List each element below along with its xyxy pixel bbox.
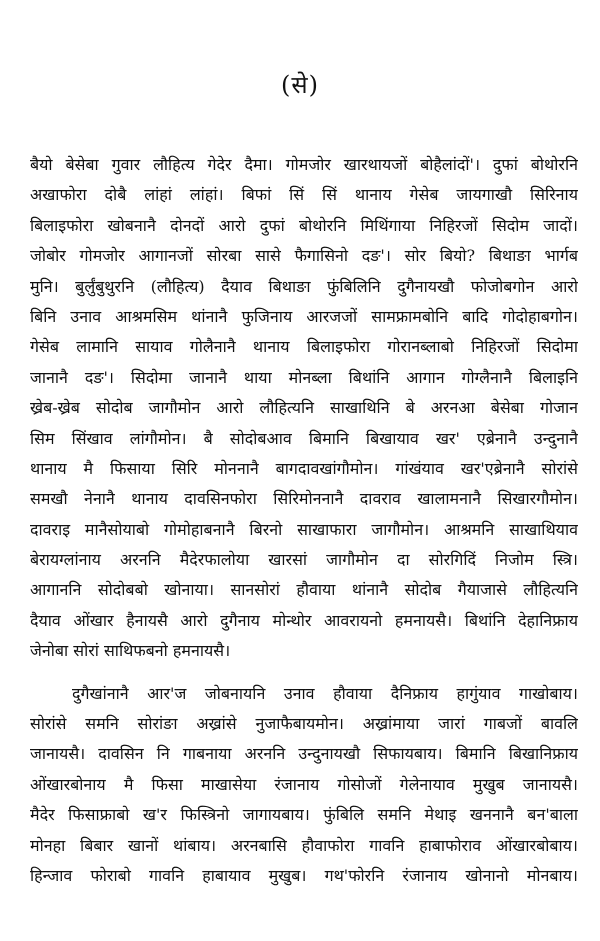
- text-line: गेसेब लामानि सायाव गोलैनानै थानाय बिलाइफोरा गोरानब्लाबो निहिरजों सिदोमा: [30, 337, 578, 357]
- text-line: मैदेर फिसाफ्राबो ख'र फिस्त्रिनो जागायबाय। फुंबिलि समनि मेथाइ खननानै बन'बाला: [30, 805, 578, 825]
- text-line: बिलाइफोरा खोबनानै दोनदों आरो दुफां बोथोरनि मिथिंगाया निहिरजों सिदोम जादों।: [30, 215, 578, 235]
- text-line: दुगैखांनानै आर'ज जोबनायनि उनाव हौवाया दैनिफ्राय हागुंयाव गाखोबाय।: [72, 683, 578, 703]
- text-line: समखौ नेनानै थानाय दावसिनफोरा सिरिमोननानै दावराव खालामनानै सिखारगौमोन।: [30, 489, 578, 509]
- body-text: [30, 150, 578, 891]
- text-line: दावराइ मानैसोयाबो गोमोहाबनानै बिरनो साखाफारा जागौमोन। आश्रमनि साखाथियाव: [30, 519, 578, 539]
- text-line: बिनि उनाव आश्रमसिम थांनानै फुजिनाय आरजजों सामफ्रामबोनि बादि गोदोहाबगोन।: [30, 306, 578, 326]
- text-line: हिन्जाव फोराबो गावनि हाबायाव मुखुब। गथ'फोरनि रंजानाय खोनानो मोनबाय।: [30, 865, 578, 885]
- text-line: सोरांसे समनि सोरांङा अख्रांसे नुजाफैबायमोन। अख्रांमाया जारां गाबजों बावलि: [30, 714, 578, 734]
- text-line: बैयो बेसेबा गुवार लौहित्य गेदेर दैमा। गोमजोर खारथायजों बोहैलांदों'। दुफां बोथोरनि: [30, 155, 578, 174]
- text-line: मोनहा बिबार खानों थांबाय। अरनबासि हौवाफोरा गावनि हाबाफोराव ओंखारबोबाय।: [30, 835, 578, 855]
- text-line: जानायसै। दावसिन नि गाबनाया अरननि उन्दुनायखौ सिफायबाय। बिमानि बिखानिफ्राय: [30, 744, 578, 764]
- text-line: जेनोबा सोरां साथिफबनो हमनायसै।: [30, 641, 231, 661]
- text-line: ओंखारबोनाय मै फिसा माखासेया रंजानाय गोसोजों गेलेनायाव मुखुब जानायसै।: [30, 774, 578, 794]
- text-line: सिम सिंखाव लांगौमोन। बै सोदोबआव बिमानि बिखायाव खर' एब्रेनानै उन्दुनानै: [30, 428, 578, 448]
- text-line: थानाय मै फिसाया सिरि मोननानै बागदावखांगौमोन। गांखंयाव खर'एब्रेनानै सोरांसे: [30, 458, 578, 478]
- text-line: दैयाव ओंखार हैनायसै आरो दुगैनाय मोन्थोर आवरायनो हमनायसै। बिथांनि देहानिफ्राय: [30, 610, 578, 630]
- text-line: मुनि। बुर्लुंबुथुरनि (लौहित्य) दैयाव बिथाङा फुंबिलिनि दुगैनायखौ फोजोबगोन आरो: [30, 276, 578, 296]
- text-line: बेरायग्लांनाय अरननि मैदेरफालोया खारसां जागौमोन दा सोरगिदिं निजोम स्त्रि।: [30, 550, 578, 570]
- text-line: आगाननि सोदोबबो खोनाया। सानसोरां हौवाया थांनानै सोदोब गैयाजासे लौहित्यनि: [30, 580, 578, 600]
- page-heading: (से): [281, 71, 319, 99]
- paragraph-gap: [30, 667, 578, 679]
- text-line: ख्रेब-ख्रेब सोदोब जागौमोन आरो लौहित्यनि साखाथिनि बे अरनआ बेसेबा गोजान: [30, 398, 578, 418]
- text-line: जानानै दङ'। सिदोमा जानानै थाया मोनब्ला बिथांनि आगान गोग्लैनानै बिलाइनि: [30, 367, 578, 387]
- text-line: जोबोर गोमजोर आगानजों सोरबा सासे फैगासिनो दङ'। सोर बियो? बिथाङा भार्गब: [30, 246, 578, 266]
- text-line: अखाफोरा दोबै लांहां लांहां। बिफां सिं सिं थानाय गेसेब जायगाखौ सिरिनाय: [30, 185, 578, 205]
